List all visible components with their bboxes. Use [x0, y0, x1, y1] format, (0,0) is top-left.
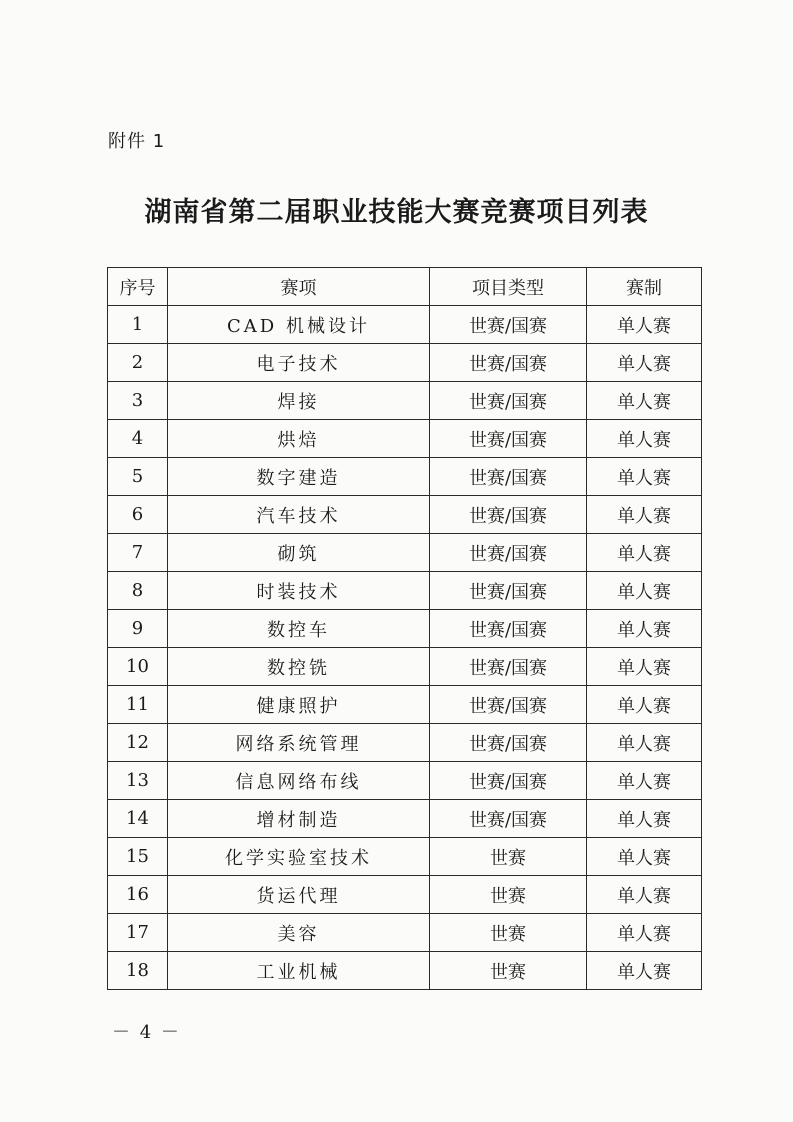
- header-type: 项目类型: [430, 268, 587, 306]
- cell-index: 14: [108, 800, 168, 838]
- cell-index: 1: [108, 306, 168, 344]
- cell-format: 单人赛: [587, 648, 702, 686]
- cell-event: 数字建造: [168, 458, 430, 496]
- cell-type: 世赛/国赛: [430, 686, 587, 724]
- cell-index: 13: [108, 762, 168, 800]
- table-row: [108, 496, 702, 534]
- cell-event: 电子技术: [168, 344, 430, 382]
- cell-format: 单人赛: [587, 344, 702, 382]
- header-event: 赛项: [168, 268, 430, 306]
- table-row: [108, 458, 702, 496]
- header-format: 赛制: [587, 268, 702, 306]
- cell-type: 世赛: [430, 952, 587, 990]
- cell-format: 单人赛: [587, 838, 702, 876]
- cell-index: 18: [108, 952, 168, 990]
- table-row: [108, 914, 702, 952]
- cell-index: 4: [108, 420, 168, 458]
- table-row: [108, 610, 702, 648]
- cell-index: 16: [108, 876, 168, 914]
- cell-event: 网络系统管理: [168, 724, 430, 762]
- cell-event: 信息网络布线: [168, 762, 430, 800]
- cell-type: 世赛/国赛: [430, 306, 587, 344]
- cell-format: 单人赛: [587, 420, 702, 458]
- cell-format: 单人赛: [587, 496, 702, 534]
- cell-type: 世赛/国赛: [430, 458, 587, 496]
- cell-index: 5: [108, 458, 168, 496]
- cell-type: 世赛/国赛: [430, 344, 587, 382]
- table-row: [108, 952, 702, 990]
- cell-type: 世赛/国赛: [430, 800, 587, 838]
- cell-format: 单人赛: [587, 306, 702, 344]
- page-number: － 4 －: [112, 1022, 181, 1043]
- cell-type: 世赛/国赛: [430, 420, 587, 458]
- table-row: [108, 572, 702, 610]
- cell-type: 世赛/国赛: [430, 648, 587, 686]
- cell-event: 美容: [168, 914, 430, 952]
- cell-index: 6: [108, 496, 168, 534]
- table-row: [108, 382, 702, 420]
- table-row: [108, 420, 702, 458]
- cell-index: 8: [108, 572, 168, 610]
- cell-format: 单人赛: [587, 572, 702, 610]
- table-row: [108, 648, 702, 686]
- cell-event: 焊接: [168, 382, 430, 420]
- cell-type: 世赛/国赛: [430, 724, 587, 762]
- cell-event: 化学实验室技术: [168, 838, 430, 876]
- cell-format: 单人赛: [587, 800, 702, 838]
- cell-format: 单人赛: [587, 382, 702, 420]
- cell-format: 单人赛: [587, 952, 702, 990]
- cell-format: 单人赛: [587, 534, 702, 572]
- cell-event: 货运代理: [168, 876, 430, 914]
- page-title: 湖南省第二届职业技能大赛竞赛项目列表: [144, 197, 649, 228]
- cell-format: 单人赛: [587, 876, 702, 914]
- cell-type: 世赛: [430, 838, 587, 876]
- cell-index: 10: [108, 648, 168, 686]
- cell-type: 世赛/国赛: [430, 572, 587, 610]
- cell-index: 17: [108, 914, 168, 952]
- cell-event: 健康照护: [168, 686, 430, 724]
- cell-type: 世赛/国赛: [430, 610, 587, 648]
- cell-format: 单人赛: [587, 762, 702, 800]
- table-row: [108, 800, 702, 838]
- cell-index: 12: [108, 724, 168, 762]
- table-row: [108, 838, 702, 876]
- cell-event: 砌筑: [168, 534, 430, 572]
- table-row: [108, 686, 702, 724]
- cell-event: 数控车: [168, 610, 430, 648]
- cell-format: 单人赛: [587, 610, 702, 648]
- cell-event: 增材制造: [168, 800, 430, 838]
- table-row: [108, 534, 702, 572]
- table-row: [108, 306, 702, 344]
- table-row: [108, 876, 702, 914]
- cell-type: 世赛/国赛: [430, 762, 587, 800]
- cell-index: 2: [108, 344, 168, 382]
- cell-event: 数控铣: [168, 648, 430, 686]
- cell-index: 7: [108, 534, 168, 572]
- cell-format: 单人赛: [587, 914, 702, 952]
- cell-event: CAD 机械设计: [168, 306, 430, 344]
- cell-type: 世赛: [430, 914, 587, 952]
- cell-index: 9: [108, 610, 168, 648]
- cell-type: 世赛/国赛: [430, 382, 587, 420]
- competition-items-table: [107, 267, 702, 990]
- table-row: [108, 344, 702, 382]
- cell-index: 3: [108, 382, 168, 420]
- cell-format: 单人赛: [587, 724, 702, 762]
- table-row: [108, 724, 702, 762]
- cell-type: 世赛/国赛: [430, 534, 587, 572]
- cell-type: 世赛/国赛: [430, 496, 587, 534]
- attachment-label: 附件 1: [108, 131, 166, 152]
- cell-type: 世赛: [430, 876, 587, 914]
- cell-index: 15: [108, 838, 168, 876]
- cell-format: 单人赛: [587, 686, 702, 724]
- cell-event: 烘焙: [168, 420, 430, 458]
- cell-index: 11: [108, 686, 168, 724]
- header-index: 序号: [108, 268, 168, 306]
- cell-event: 汽车技术: [168, 496, 430, 534]
- cell-format: 单人赛: [587, 458, 702, 496]
- table-header-row: [108, 268, 702, 306]
- cell-event: 工业机械: [168, 952, 430, 990]
- cell-event: 时装技术: [168, 572, 430, 610]
- table-row: [108, 762, 702, 800]
